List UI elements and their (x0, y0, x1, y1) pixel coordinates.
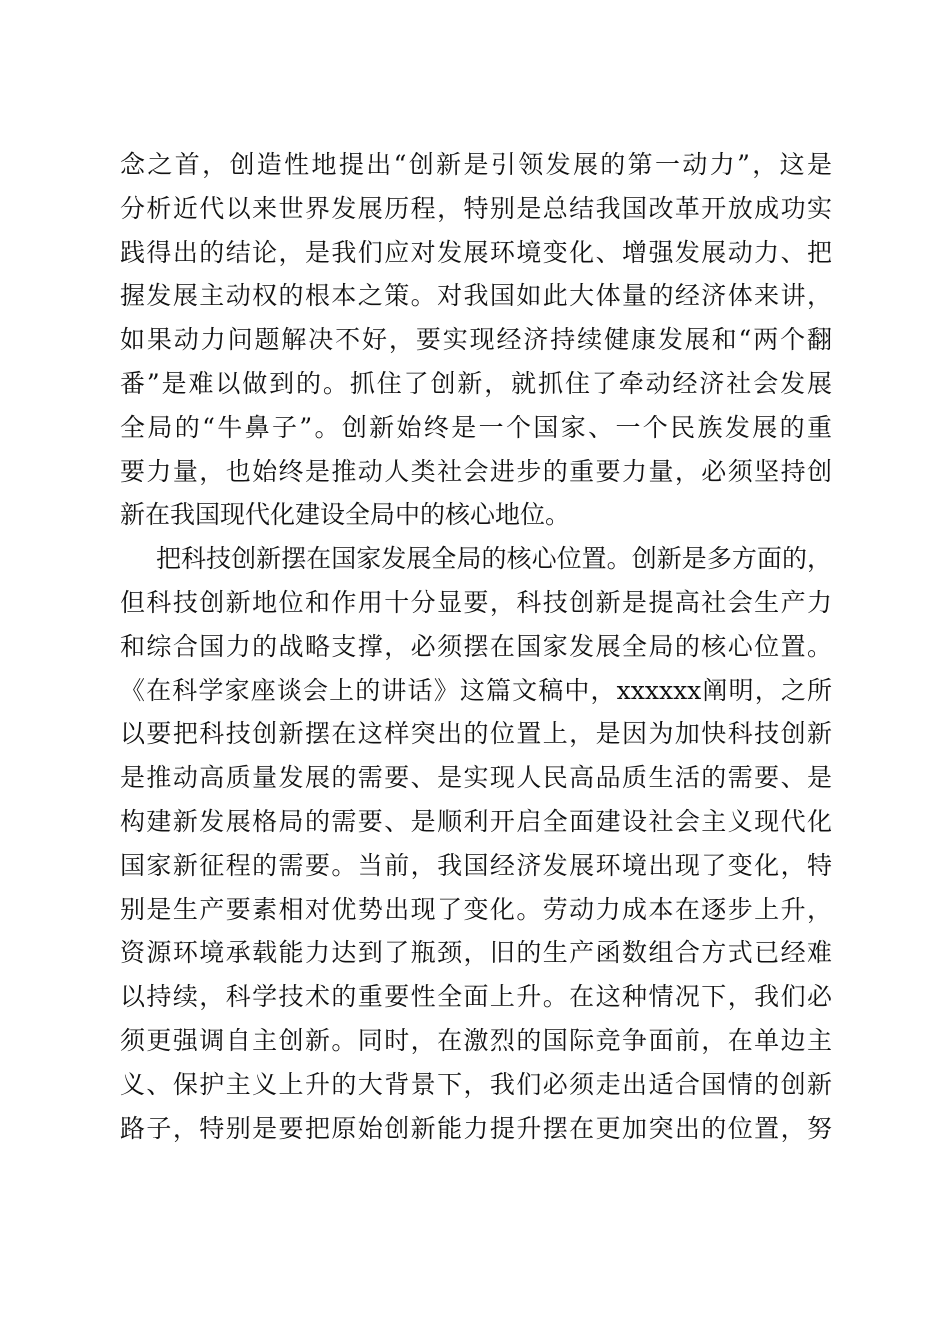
paragraph-line: 念之首，创造性地提出“创新是引领发展的第一动力”，这是 (120, 150, 832, 179)
paragraph-line: 以持续，科学技术的重要性全面上升。在这种情况下，我们必 (120, 982, 832, 1012)
paragraph-line: 路子，特别是要把原始创新能力提升摆在更加突出的位置，努 (120, 1113, 832, 1143)
paragraph-line: 要力量，也始终是推动人类社会进步的重要力量，必须坚持创 (120, 456, 832, 486)
paragraph-line: 国家新征程的需要。当前，我国经济发展环境出现了变化，特 (120, 850, 832, 880)
paragraph-line: 和综合国力的战略支撑，必须摆在国家发展全局的核心位置。 (120, 631, 832, 661)
paragraph-line: 践得出的结论，是我们应对发展环境变化、增强发展动力、把 (120, 237, 832, 267)
paragraph-line: 新在我国现代化建设全局中的核心地位。 (120, 500, 571, 530)
paragraph-line: 构建新发展格局的需要、是顺利开启全面建设社会主义现代化 (120, 806, 832, 836)
paragraph-line: 如果动力问题解决不好，要实现经济持续健康发展和“两个翻 (120, 325, 832, 355)
paragraph-line: 资源环境承载能力达到了瓶颈，旧的生产函数组合方式已经难 (120, 938, 832, 968)
paragraph-line: 全局的“牛鼻子”。创新始终是一个国家、一个民族发展的重 (120, 412, 832, 442)
document-body (120, 143, 832, 1150)
paragraph-line: 但科技创新地位和作用十分显要，科技创新是提高社会生产力 (120, 587, 832, 617)
paragraph-line: 把科技创新摆在国家发展全局的核心位置。创新是多方面的， (156, 544, 832, 574)
paragraph-line: 《在科学家座谈会上的讲话》这篇文稿中，xxxxxx阐明，之所 (120, 675, 832, 705)
paragraph-line: 分析近代以来世界发展历程，特别是总结我国改革开放成功实 (120, 193, 832, 223)
paragraph-line: 是推动高质量发展的需要、是实现人民高品质生活的需要、是 (120, 763, 832, 793)
paragraph-line: 义、保护主义上升的大背景下，我们必须走出适合国情的创新 (120, 1069, 832, 1099)
paragraph-2 (120, 537, 832, 1150)
paragraph-1 (120, 143, 832, 537)
paragraph-line: 握发展主动权的根本之策。对我国如此大体量的经济体来讲， (120, 281, 832, 311)
paragraph-line: 番”是难以做到的。抓住了创新，就抓住了牵动经济社会发展 (120, 368, 832, 398)
paragraph-line: 须更强调自主创新。同时，在激烈的国际竞争面前，在单边主 (120, 1025, 832, 1055)
paragraph-line: 以要把科技创新摆在这样突出的位置上，是因为加快科技创新 (120, 719, 832, 749)
paragraph-line: 别是生产要素相对优势出现了变化。劳动力成本在逐步上升， (120, 894, 832, 924)
